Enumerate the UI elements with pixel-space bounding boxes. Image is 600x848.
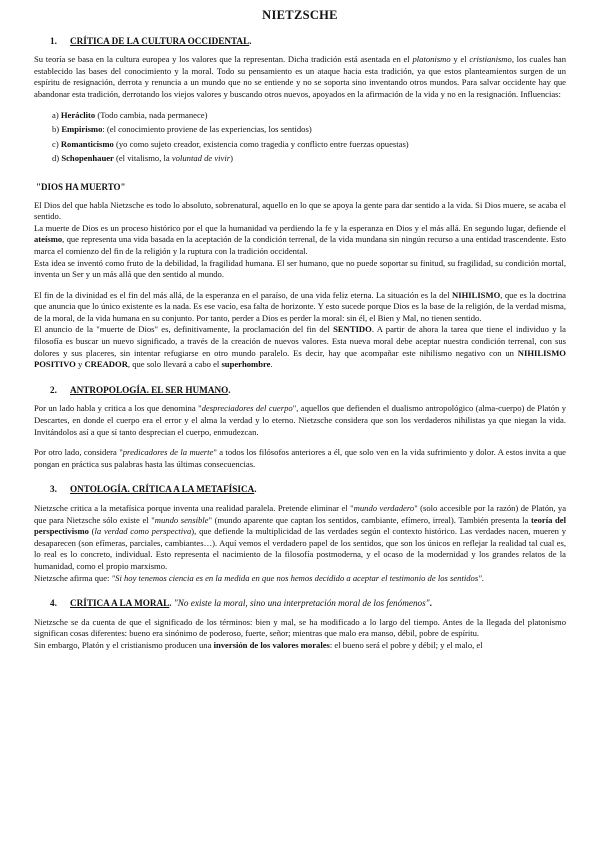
section-2-paragraph-2: Por otro lado, considera "predicadores de la muerte" a todos los filósofos anteriores a él, que solo ven en la vida sufrimiento y dolor. A estos invita a que pongan en práctica sus palabras hasta las últimas consecuencias. bbox=[34, 447, 566, 469]
influences-list bbox=[52, 110, 566, 165]
list-item: b) Empirismo: (el conocimiento proviene de las experiencias, los sentidos) bbox=[52, 124, 312, 135]
section-4-quote: "No existe la moral, sino una interpretación moral de los fenómenos" bbox=[173, 598, 430, 609]
list-item: d) Schopenhauer (el vitalismo, la voluntad de vivir) bbox=[52, 153, 233, 164]
section-3-title: ONTOLOGÍA. CRÍTICA A LA METAFÍSICA bbox=[70, 484, 255, 495]
dios-paragraph-5: El anuncio de la "muerte de Dios" es, definitivamente, la proclamación del fin del SENTIDO. A partir de ahora la tarea que tiene el individuo y la filosofía es buscar un nuevo significado, a través de la creación de nuevos valores. Esta nueva moral debe aceptar nuestra condición terrenal, con sus dolores y sus placeres, sin intentar refugiarse en otro mundo paralelo. Es decir, hay que acompañar este nihilismo negativo con un NIHILISMO POSITIVO y CREADOR, que solo llevará a cabo el superhombre. bbox=[34, 324, 566, 370]
section-3-paragraph-2: Nietzsche afirma que: "Si hoy tenemos ciencia es en la medida en que nos hemos decidido a aceptar el testimonio de los sentidos". bbox=[34, 572, 484, 583]
dios-paragraph-1: El Dios del que habla Nietzsche es todo lo absoluto, sobrenatural, aquello en lo que se apoya la gente para dar sentido a la vida. Si Dios muere, se acaba el sentido. bbox=[34, 199, 566, 222]
section-3-heading: 3. ONTOLOGÍA. CRÍTICA A LA METAFÍSICA. bbox=[50, 484, 257, 495]
page-title: NIETZSCHE bbox=[262, 8, 338, 22]
section-1-heading: 1. CRÍTICA DE LA CULTURA OCCIDENTAL. bbox=[50, 35, 252, 46]
section-2-paragraph-1: Por un lado habla y critica a los que denomina "despreciadores del cuerpo", aquellos que defienden el dualismo antropológico (alma-cuerpo) de Platón y Descartes, en donde el cuerpo era el error y el alma la verdad y lo eterno. Nietzsche considera que son los verdaderos nihilistas ya que niegan la vida. Invitándolos así a que sí tanto desprecian el cuerpo, enmudezcan. bbox=[34, 403, 566, 437]
section-2-number: 2. bbox=[50, 384, 57, 395]
dios-paragraph-3: Esta idea se inventó como fruto de la debilidad, la fragilidad humana. El ser humano, que no puede soportar su finitud, su fragilidad, su condición mortal, inventa un Ser y un más allá que den sentido al mundo. bbox=[34, 257, 566, 280]
section-4-number: 4. bbox=[50, 598, 57, 609]
section-1-paragraph: Su teoría se basa en la cultura europea y los valores que la representan. Dicha tradición está asentada en el platonismo y el cristianismo, los cuales han establecido las bases del conocimiento y la moral. Todo su pensamiento es un ataque hacia esta tradición, ya que estos planteamientos surgen de un espíritu de resignación, derrota y renuncia a un mundo que no se entiende y no se soporta sino inventando otros mundos. Para salvar occidente hay que abandonar esta tradición, derrotando los viejos valores y buscando otros nuevos, apoyados en la afirmación de la vida y no en la resignación. Influencias: bbox=[34, 54, 566, 99]
section-4-heading: 4. CRÍTICA A LA MORAL. "No existe la moral, sino una interpretación moral de los fenómenos". bbox=[50, 598, 432, 609]
section-1-title: CRÍTICA DE LA CULTURA OCCIDENTAL bbox=[70, 35, 250, 46]
list-item: c) Romanticismo (yo como sujeto creador, existencia como tragedia y conflicto entre fuerzas opuestas) bbox=[52, 138, 409, 149]
section-3-paragraph-1: Nietzsche critica a la metafísica porque inventa una realidad paralela. Pretende eliminar el "mundo verdadero" (solo accesible por la razón) de Platón, ya que para Nietzsche sólo existe el "mundo sensible" (mundo aparente que captan los sentidos, cambiante, efímero, irreal). También presenta la teoría del perspectivismo (la verdad como perspectiva), que defiende la multiplicidad de las verdades según el contexto histórico. Las verdades nacen, mueren y desaparecen (son efímeras, parciales, cambiantes…). Aquí vemos el verdadero papel de los sentidos, que son los únicos en reflejar la realidad tal cual es, lo real es lo concreto, individual. Esto representa el nacimiento de la filosofía postmoderna, y el ocaso de la modernidad y los grandes relatos de la humanidad, como el propio marxismo. bbox=[34, 503, 567, 571]
section-3-number: 3. bbox=[50, 484, 57, 495]
section-2-title: ANTROPOLOGÍA. EL SER HUMANO bbox=[70, 384, 229, 395]
section-4-title: CRÍTICA A LA MORAL bbox=[70, 598, 170, 609]
section-1-number: 1. bbox=[50, 35, 57, 46]
dios-ha-muerto-heading: "DIOS HA MUERTO" bbox=[36, 181, 126, 192]
dios-paragraph-4: El fin de la divinidad es el fin del más allá, de la esperanza en el paraíso, de una vida feliz eterna. La situación es la del NIHILISMO, que es la doctrina que anuncia que lo único existente es la nada. Es ese vacío, esa falta de horizonte. Y esto sucede porque Dios es la base de la religión, de la verdad misma, de la moral, de la vida humana en su conjunto. Por tanto, perder a Dios es perder la moral: sin él, el Bien y Mal, no tienen sentido. bbox=[34, 289, 566, 323]
section-4-paragraph-1: Nietzsche se da cuenta de que el significado de los términos: bien y mal, se ha modificado a lo largo del tiempo. Antes de la llegada del platonismo significan cosas diferentes: bueno era sinónimo de poderoso, fuerte, señor; mientras que malo era manso, débil, pobre de espíritu. bbox=[34, 616, 566, 639]
dios-paragraph-2: La muerte de Dios es un proceso histórico por el que la humanidad va perdiendo la fe y la esperanza en Dios y el más allá. En segundo lugar, defiende el ateísmo, que representa una vida basada en la aceptación de la condición terrenal, de la vida mundana sin ningún recurso a una entidad trascendente. Esto marca el comienzo del fin de la religión y la ruptura con la tradición occidental. bbox=[34, 222, 566, 256]
section-4-paragraph-2: Sin embargo, Platón y el cristianismo producen una inversión de los valores morales: el bueno será el pobre y débil; y el malo, el bbox=[34, 639, 483, 650]
list-item: a) Heráclito (Todo cambia, nada permanece) bbox=[52, 109, 208, 120]
section-2-heading: 2. ANTROPOLOGÍA. EL SER HUMANO. bbox=[50, 384, 231, 395]
